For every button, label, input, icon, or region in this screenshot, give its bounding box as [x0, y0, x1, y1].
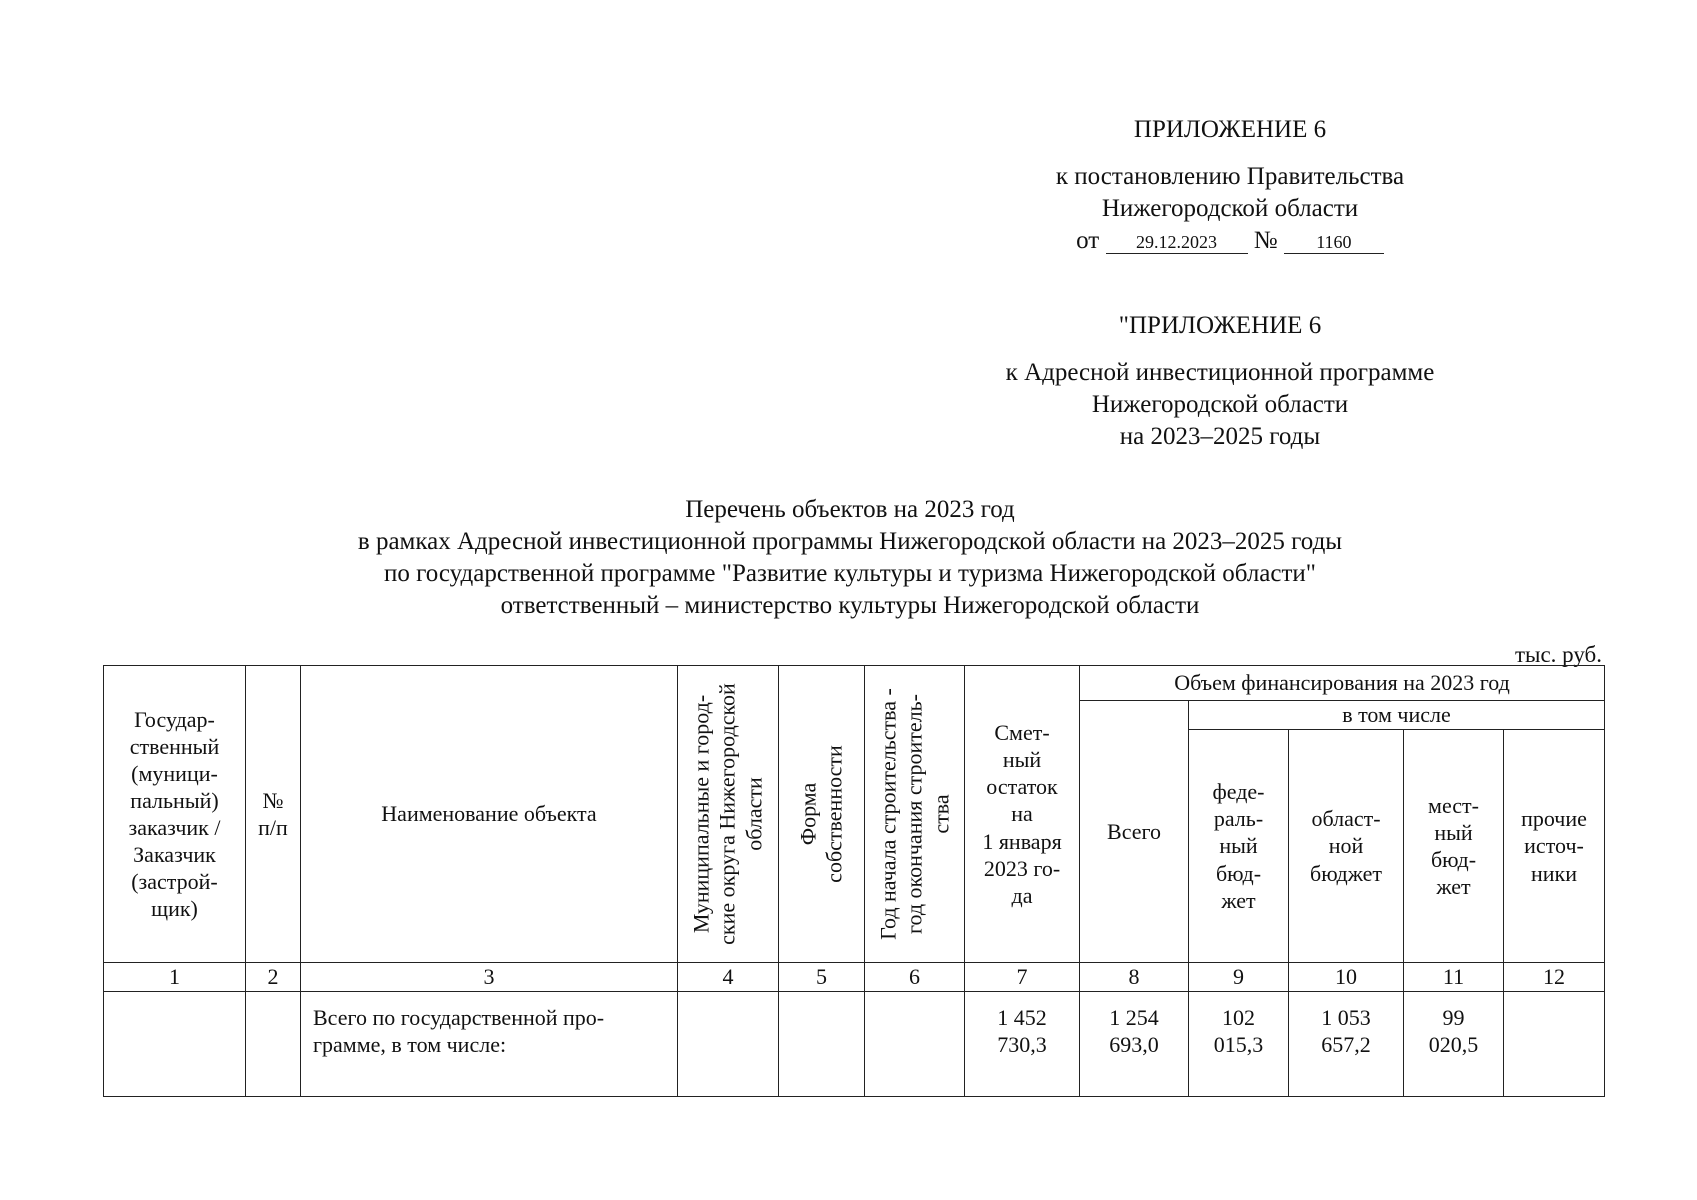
header-estimated-balance-line: ный [1002, 747, 1042, 773]
cell-value-line: 1 452 [997, 1005, 1047, 1030]
cell-value-line: 99 [1442, 1005, 1465, 1030]
cell-years [865, 992, 965, 1097]
unit-label: тыс. руб. [1514, 642, 1602, 667]
header-local-line: жет [1436, 874, 1471, 900]
header-municipalities-line: ские округа Нижегородской [714, 683, 740, 945]
header-including: в том числе [1189, 701, 1605, 730]
program-annex-line-2: Нижегородской области [1091, 391, 1349, 418]
header-ownership [779, 666, 865, 963]
cell-value-line: 693,0 [1109, 1032, 1159, 1058]
program-annex-title: "ПРИЛОЖЕНИЕ 6 [1118, 312, 1322, 339]
header-estimated-balance-line: на [1011, 801, 1033, 827]
cell-other [1504, 992, 1605, 1097]
header-customer-line: (муници- [131, 760, 218, 786]
header-regional-line: област- [1311, 806, 1381, 832]
column-number: 7 [965, 963, 1080, 992]
header-municipalities-line: области [741, 777, 767, 851]
header-num [246, 666, 301, 963]
header-num-line: № [262, 787, 284, 813]
header-estimated-balance-line: остаток [986, 774, 1058, 800]
header-customer-line: заказчик / [128, 815, 221, 840]
header-customer-line: щик) [151, 896, 198, 922]
resolution-line-2: Нижегородской области [1101, 195, 1359, 222]
column-number: 10 [1289, 963, 1404, 992]
cell-object-name [301, 992, 678, 1097]
cell-value-line: 1 254 [1109, 1005, 1159, 1030]
program-annex-line-1: к Адресной инвестиционной программе [1005, 359, 1435, 386]
cell-value-line: 102 [1222, 1005, 1255, 1030]
program-annex-header [960, 310, 1480, 453]
document-title-line-2: в рамках Адресной инвестиционной программы Нижегородской области на 2023–2025 годы [357, 528, 1343, 555]
header-municipalities [678, 666, 779, 963]
resolution-date: 29.12.2023 [1106, 231, 1248, 254]
header-years [865, 666, 965, 963]
column-number: 2 [246, 963, 301, 992]
resolution-date-line [990, 225, 1470, 259]
column-number: 1 [104, 963, 246, 992]
header-years-line: ства [927, 794, 953, 834]
header-local [1404, 730, 1504, 963]
cell-value-line: 015,3 [1213, 1032, 1264, 1058]
cell-object-name-line: Всего по государственной про- [313, 1005, 605, 1030]
header-ownership-line: Форма [795, 782, 821, 846]
header-customer-line: (застрой- [131, 869, 218, 895]
cell-value-line: 020,5 [1428, 1032, 1479, 1058]
cell-total [1080, 992, 1189, 1097]
header-other-line: источ- [1524, 833, 1584, 859]
cell-value-line: 730,3 [997, 1032, 1047, 1058]
column-number: 4 [678, 963, 779, 992]
document-title-line-1: Перечень объектов на 2023 год [685, 496, 1015, 523]
cell-value-line: 1 053 [1321, 1005, 1371, 1030]
column-number: 11 [1404, 963, 1504, 992]
header-federal-line: бюд- [1215, 860, 1262, 886]
table-row [104, 992, 1605, 1097]
header-other-line: прочие [1521, 806, 1587, 832]
header-customer-line: пальный) [130, 787, 219, 813]
header-local-line: мест- [1428, 792, 1479, 818]
column-number: 3 [301, 963, 678, 992]
header-federal-line: жет [1221, 887, 1256, 913]
header-financing: Объем финансирования на 2023 год [1080, 666, 1605, 701]
column-number: 5 [779, 963, 865, 992]
header-other [1504, 730, 1605, 963]
header-federal-line: ный [1219, 833, 1258, 859]
header-local-line: ный [1434, 819, 1473, 845]
header-customer-line: Заказчик [133, 842, 216, 868]
header-estimated-balance [965, 666, 1080, 963]
header-federal-line: раль- [1213, 806, 1264, 832]
header-customer-line: Государ- [134, 706, 215, 732]
document-title-line-4: ответственный – министерство культуры Нижегородской области [500, 592, 1200, 619]
column-number: 8 [1080, 963, 1189, 992]
column-number: 9 [1189, 963, 1289, 992]
from-label: от [1076, 227, 1100, 254]
cell-ownership [779, 992, 865, 1097]
header-years-line: год окончания строитель- [901, 694, 927, 935]
header-regional-line: ной [1328, 833, 1364, 859]
header-customer-line: ственный [129, 733, 220, 759]
header-years-line: Год начала строительства - [874, 688, 900, 940]
cell-value-line: 657,2 [1321, 1032, 1371, 1058]
program-annex-line-3: на 2023–2025 годы [1119, 423, 1321, 450]
cell-local [1404, 992, 1504, 1097]
annex-title: ПРИЛОЖЕНИЕ 6 [1133, 116, 1327, 143]
cell-regional [1289, 992, 1404, 1097]
header-estimated-balance-line: 2023 го- [983, 855, 1061, 881]
header-num-line: п/п [258, 815, 288, 840]
cell-object-name-line: грамме, в том числе: [313, 1032, 507, 1058]
header-regional-line: бюджет [1310, 860, 1382, 886]
column-number: 6 [865, 963, 965, 992]
cell-num [246, 992, 301, 1097]
header-estimated-balance-line: Смет- [994, 720, 1050, 746]
document-title-line-3: по государственной программе "Развитие культуры и туризма Нижегородской области" [383, 560, 1317, 587]
header-federal-line: феде- [1212, 779, 1265, 805]
cell-federal [1189, 992, 1289, 1097]
header-total: Всего [1080, 701, 1189, 963]
header-municipalities-line: Муниципальные и город- [688, 694, 714, 934]
objects-table [103, 665, 1605, 1097]
number-sign: № [1253, 227, 1278, 254]
cell-estimated-balance [965, 992, 1080, 1097]
header-ownership-line: собственности [821, 745, 847, 883]
document-title [200, 494, 1500, 622]
header-estimated-balance-line: 1 января [982, 828, 1062, 854]
header-local-line: бюд- [1430, 847, 1477, 872]
header-object-name: Наименование объекта [301, 666, 678, 963]
header-regional [1289, 730, 1404, 963]
resolution-line-1: к постановлению Правительства [1055, 163, 1405, 190]
cell-customer [104, 992, 246, 1097]
column-number: 12 [1504, 963, 1605, 992]
column-numbers-row [104, 963, 1605, 992]
header-customer [104, 666, 246, 963]
header-federal [1189, 730, 1289, 963]
header-other-line: ники [1530, 860, 1577, 886]
cell-municipalities [678, 992, 779, 1097]
annex-header [990, 114, 1470, 259]
header-estimated-balance-line: да [1011, 882, 1033, 908]
resolution-number: 1160 [1284, 231, 1384, 254]
